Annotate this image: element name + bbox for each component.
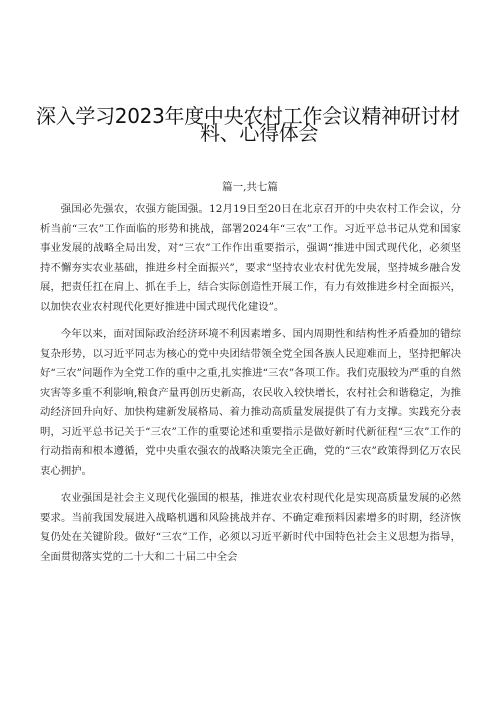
document-title-line-1: 深入学习2023年度中央农村工作会议精神研讨材 bbox=[36, 104, 460, 128]
body-paragraph-1: 强国必先强农，农强方能国强。12月19日至20日在北京召开的中央农村工作会议，分析当前“三农”工作面临的形势和挑战，部署2024年“三农”工作。习近平总书记从党和国家事业发展的战略全局出发，对“三农”工作作出重要指示，强调“推进中国式现代化，必须坚持不懈夯实农业基础，推进乡村全面振兴”，要求“坚持农业农村优先发展，坚持城乡融合发展，把责任扛在肩上、抓在手上，结合实际创造性开展工作，有力有效推进乡村全面振兴，以加快农业农村现代化更好推进中国式现代化建设”。 bbox=[40, 203, 461, 313]
document-body bbox=[40, 200, 461, 575]
document-title-line-2: 料、心得体会 bbox=[200, 121, 319, 145]
body-paragraph-3: 农业强国是社会主义现代化强国的根基，推进农业农村现代化是实现高质量发展的必然要求。当前我国发展进入战略机遇和风险挑战并存、不确定难预料因素增多的时期，经济恢复仍处在关键阶段。做好“三农”工作，必须以习近平新时代中国特色社会主义思想为指导，全面贯彻落实党的二十大和二十届二中全会 bbox=[40, 492, 461, 563]
document-subtitle: 篇一,共七篇 bbox=[222, 181, 278, 193]
body-paragraph-2: 今年以来，面对国际政治经济环境不利因素增多、国内周期性和结构性矛盾叠加的错综复杂形势，以习近平同志为核心的党中央团结带领全党全国各族人民迎难而上，坚持把解决好“三农”问题作为全党工作的重中之重,扎实推进“三农”各项工作。我们克服较为严重的自然灾害等多重不利影响,粮食产量再创历史新高，农民收入较快增长，农村社会和谐稳定，为推动经济回升向好、加快构建新发展格局、着力推动高质量发展提供了有力支撑。实践充分表明，习近平总书记关于“三农”工作的重要论述和重要指示是做好新时代新征程“三农”工作的行动指南和根本遵循，党中央重农强农的战略决策完全正确，党的“三农”政策得到亿万农民衷心拥护。 bbox=[40, 328, 461, 477]
